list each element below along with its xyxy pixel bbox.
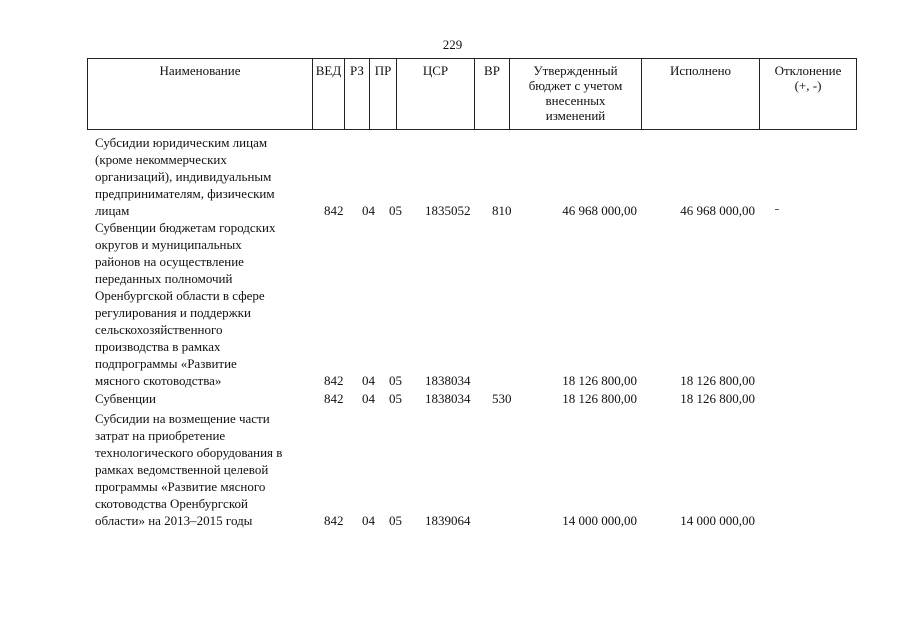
row-2-name-line: производства в рамках: [95, 339, 221, 354]
header-deviation: [760, 59, 856, 129]
row-1-rz: 04: [362, 203, 375, 218]
row-2-name-line: переданных полномочий: [95, 271, 233, 286]
row-1-csr: 1835052: [425, 203, 471, 218]
row-4-rz: 04: [362, 513, 375, 528]
row-3-name: [95, 390, 320, 407]
row-2-name-line: мясного скотоводства»: [95, 373, 222, 388]
row-2-name-line: округов и муниципальных: [95, 237, 242, 252]
header-approved: [510, 59, 642, 129]
row-1-ved: 842: [324, 203, 344, 218]
header-pr: ПР: [370, 59, 397, 129]
row-1-vr: 810: [492, 203, 512, 218]
row-1-deviation-dash: [775, 209, 779, 210]
row-3-rz: 04: [362, 391, 375, 406]
row-4-name-line: Субсидии на возмещение части: [95, 411, 270, 426]
header-executed: Исполнено: [642, 59, 760, 129]
header-vr: ВР: [475, 59, 510, 129]
row-2-name-line: регулирования и поддержки: [95, 305, 251, 320]
row-4-name-line: технологического оборудования в: [95, 445, 283, 460]
row-3-executed: 18 126 800,00: [680, 391, 755, 406]
row-1-executed: 46 968 000,00: [680, 203, 755, 218]
row-2-name-line: Оренбургской области в сфере: [95, 288, 265, 303]
row-4-pr: 05: [389, 513, 402, 528]
row-2-name-line: подпрограммы «Развитие: [95, 356, 237, 371]
row-2-name-line: районов на осуществление: [95, 254, 244, 269]
row-4-name: [95, 410, 320, 529]
page-number: 229: [442, 37, 463, 52]
row-4-name-line: затрат на приобретение: [95, 428, 226, 443]
header-csr: ЦСР: [397, 59, 475, 129]
header-name: Наименование: [88, 59, 313, 129]
row-1-name-line: (кроме некоммерческих: [95, 152, 227, 167]
header-approved-line4: изменений: [545, 108, 606, 123]
row-3-csr: 1838034: [425, 391, 471, 406]
row-4-name-line: области» на 2013–2015 годы: [95, 513, 253, 528]
row-2-approved: 18 126 800,00: [562, 373, 637, 388]
row-4-name-line: программы «Развитие мясного: [95, 479, 266, 494]
header-approved-line3: внесенных: [545, 93, 606, 108]
header-ved: ВЕД: [313, 59, 345, 129]
row-3-approved: 18 126 800,00: [562, 391, 637, 406]
row-3-name-line: Субвенции: [95, 391, 156, 406]
row-1-name-line: организаций), индивидуальным: [95, 169, 272, 184]
row-2-rz: 04: [362, 373, 375, 388]
header-approved-line2: бюджет с учетом: [528, 78, 623, 93]
row-1-name-line: предпринимателям, физическим: [95, 186, 275, 201]
row-4-ved: 842: [324, 513, 344, 528]
row-4-approved: 14 000 000,00: [562, 513, 637, 528]
row-1-name-line: лицам: [95, 203, 130, 218]
row-2-executed: 18 126 800,00: [680, 373, 755, 388]
row-4-name-line: скотоводства Оренбургской: [95, 496, 248, 511]
row-2-name: [95, 219, 320, 389]
header-rz: РЗ: [345, 59, 370, 129]
row-2-name-line: Субвенции бюджетам городских: [95, 220, 276, 235]
header-deviation-line1: Отклонение: [774, 63, 842, 78]
row-1-name-line: Субсидии юридическим лицам: [95, 135, 268, 150]
row-1-pr: 05: [389, 203, 402, 218]
row-4-name-line: рамках ведомственной целевой: [95, 462, 269, 477]
row-1-approved: 46 968 000,00: [562, 203, 637, 218]
row-2-pr: 05: [389, 373, 402, 388]
row-3-pr: 05: [389, 391, 402, 406]
header-approved-line1: Утвержденный: [533, 63, 618, 78]
header-deviation-line2: (+, -): [794, 78, 822, 93]
row-3-vr: 530: [492, 391, 512, 406]
row-2-name-line: сельскохозяйственного: [95, 322, 223, 337]
row-4-csr: 1839064: [425, 513, 471, 528]
row-2-csr: 1838034: [425, 373, 471, 388]
row-2-ved: 842: [324, 373, 344, 388]
table-header: [87, 58, 857, 130]
row-1-name: [95, 134, 320, 219]
row-3-ved: 842: [324, 391, 344, 406]
row-4-executed: 14 000 000,00: [680, 513, 755, 528]
